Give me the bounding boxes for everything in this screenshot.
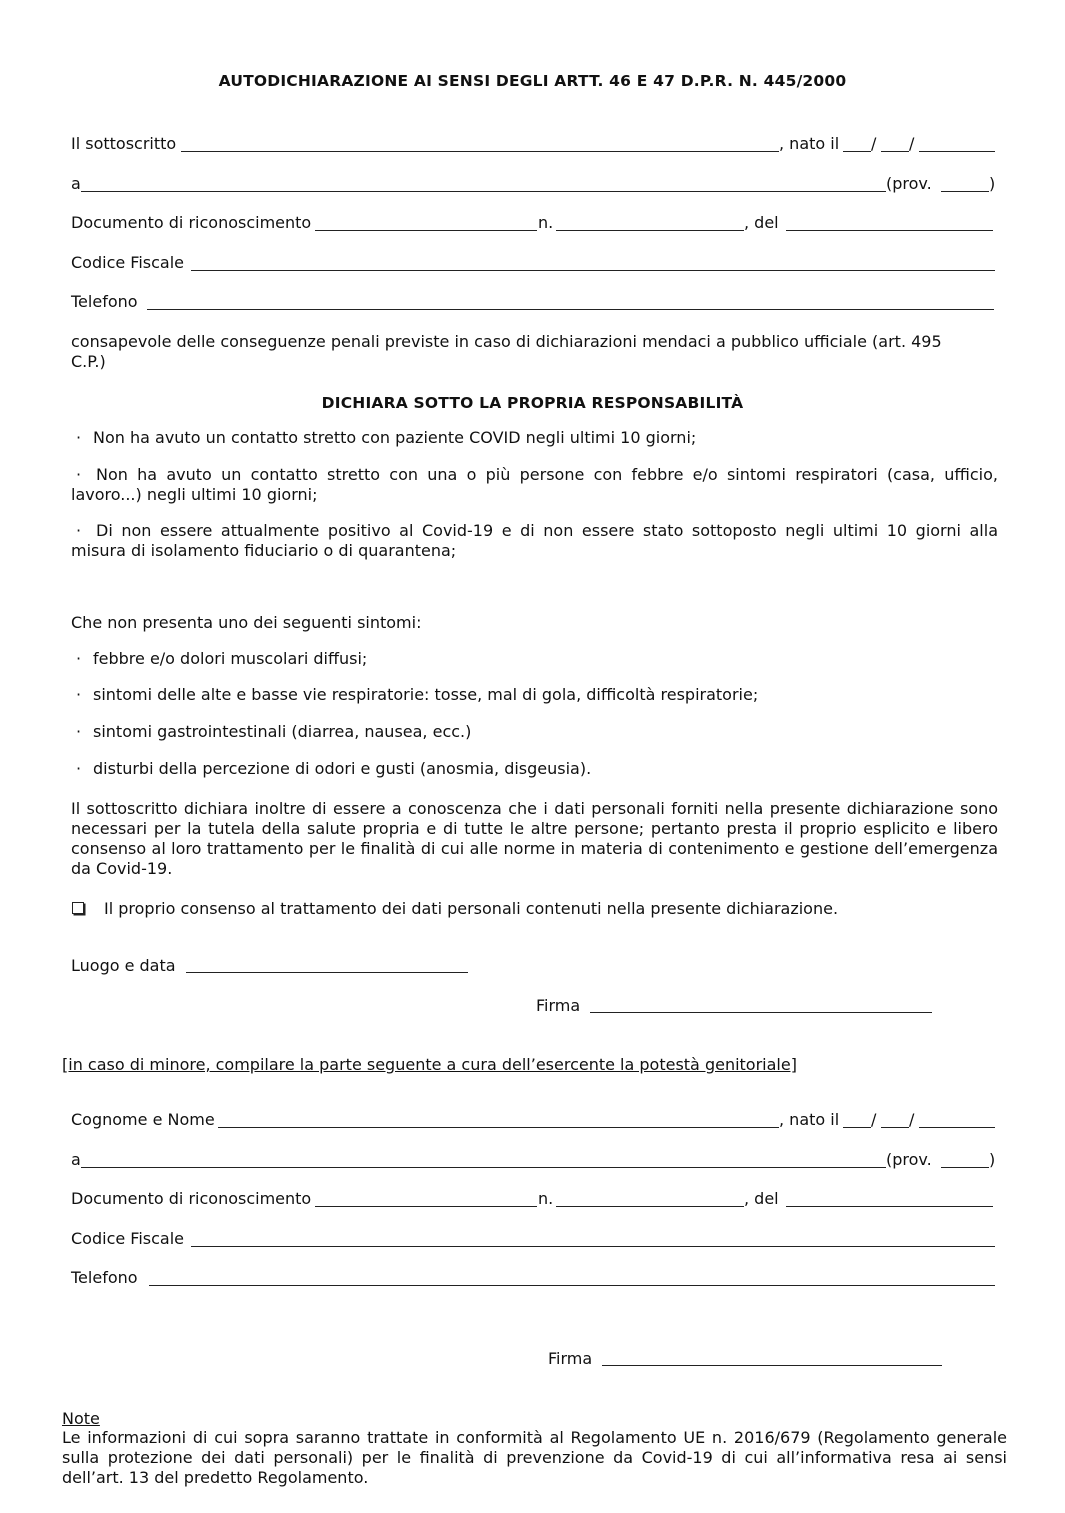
doc-date-label: , del xyxy=(744,1189,779,1208)
doc-number-field[interactable] xyxy=(556,1206,744,1207)
birth-year-field[interactable] xyxy=(919,1127,995,1128)
bullet-icon: · xyxy=(76,428,82,447)
telefono-field[interactable] xyxy=(149,1285,995,1286)
firma-field[interactable] xyxy=(602,1365,942,1366)
prov-label: (prov. xyxy=(886,174,932,193)
doc-number-label: n. xyxy=(538,213,554,232)
date-slash: / xyxy=(871,1110,877,1129)
sottoscritto-label: Il sottoscritto xyxy=(71,134,177,153)
prov-close: ) xyxy=(989,174,996,193)
birthplace-label: a xyxy=(71,174,81,193)
declaration-item: Non ha avuto un contatto stretto con paziente COVID negli ultimi 10 giorni; xyxy=(93,428,697,447)
birth-day-field[interactable] xyxy=(843,1127,871,1128)
note-text: Le informazioni di cui sopra saranno trattate in conformità al Regolamento UE n. 2016/679 (Regolamento generale sulla protezione dei dati personali) per le finalità di prevenzione da Covid-19 di cui all’informativa resa ai sensi dell’art. 13 del predetto Regolamento. xyxy=(62,1428,1007,1487)
firma-label: Firma xyxy=(536,996,581,1015)
page-title: AUTODICHIARAZIONE AI SENSI DEGLI ARTT. 46 E 47 D.P.R. N. 445/2000 xyxy=(218,72,847,90)
consent-checkbox[interactable] xyxy=(72,902,84,914)
prov-close: ) xyxy=(989,1150,996,1169)
sintomo-item: febbre e/o dolori muscolari diffusi; xyxy=(93,649,368,668)
doc-date-field[interactable] xyxy=(786,230,993,231)
documento-label: Documento di riconoscimento xyxy=(71,1189,312,1208)
birth-month-field[interactable] xyxy=(881,151,909,152)
bullet-icon: · xyxy=(76,521,82,540)
dichiara-heading: DICHIARA SOTTO LA PROPRIA RESPONSABILITÀ xyxy=(321,394,744,412)
note-heading: Note xyxy=(62,1409,100,1428)
sintomo-item: sintomi delle alte e basse vie respiratorie: tosse, mal di gola, difficoltà respiratorie; xyxy=(93,685,759,704)
codice-fiscale-field[interactable] xyxy=(191,270,995,271)
doc-date-field[interactable] xyxy=(786,1206,993,1207)
prov-field[interactable] xyxy=(941,1167,989,1168)
bullet-icon: · xyxy=(76,685,82,704)
birth-year-field[interactable] xyxy=(919,151,995,152)
cognome-nome-label: Cognome e Nome xyxy=(71,1110,215,1129)
minore-note: [in caso di minore, compilare la parte seguente a cura dell’esercente la potestà genitoriale] xyxy=(62,1055,797,1074)
birth-month-field[interactable] xyxy=(881,1127,909,1128)
firma-field[interactable] xyxy=(590,1012,932,1013)
luogo-data-field[interactable] xyxy=(186,972,468,973)
documento-field[interactable] xyxy=(315,230,537,231)
codice-fiscale-label: Codice Fiscale xyxy=(71,253,184,272)
bullet-icon: · xyxy=(76,759,82,778)
telefono-field[interactable] xyxy=(147,309,994,310)
birthplace-label: a xyxy=(71,1150,81,1169)
declaration-item: Non ha avuto un contatto stretto con una o più persone con febbre e/o sintomi respiratori (casa, ufficio, lavoro...) negli ultimi 10 giorni; xyxy=(71,465,998,504)
doc-number-label: n. xyxy=(538,1189,554,1208)
documento-label: Documento di riconoscimento xyxy=(71,213,312,232)
date-slash: / xyxy=(909,1110,915,1129)
telefono-label: Telefono xyxy=(71,1268,138,1287)
birth-day-field[interactable] xyxy=(843,151,871,152)
codice-fiscale-field[interactable] xyxy=(191,1246,995,1247)
bullet-icon: · xyxy=(76,649,82,668)
prov-label: (prov. xyxy=(886,1150,932,1169)
sintomi-intro: Che non presenta uno dei seguenti sintomi: xyxy=(71,613,422,632)
nato-label: , nato il xyxy=(779,1110,840,1129)
consent-checkbox-label: Il proprio consenso al trattamento dei dati personali contenuti nella presente dichiarazione. xyxy=(104,899,839,918)
firma-label: Firma xyxy=(548,1349,593,1368)
declaration-item: Di non essere attualmente positivo al Covid-19 e di non essere stato sottoposto negli ultimi 10 giorni alla misura di isolamento fiduciario o di quarantena; xyxy=(71,521,998,560)
date-slash: / xyxy=(909,134,915,153)
bullet-icon: · xyxy=(76,722,82,741)
sintomo-item: disturbi della percezione di odori e gusti (anosmia, disgeusia). xyxy=(93,759,592,778)
date-slash: / xyxy=(871,134,877,153)
codice-fiscale-label: Codice Fiscale xyxy=(71,1229,184,1248)
privacy-paragraph: Il sottoscritto dichiara inoltre di essere a conoscenza che i dati personali forniti nella presente dichiarazione sono necessari per la tutela della salute propria e di tutte le altre persone; pertanto presta il proprio esplicito e libero consenso al loro trattamento per le finalità di cui alle norme in materia di contenimento e gestione dell’emergenza da Covid-19. xyxy=(71,799,998,878)
birthplace-field[interactable] xyxy=(81,1167,886,1168)
prov-field[interactable] xyxy=(941,191,989,192)
doc-date-label: , del xyxy=(744,213,779,232)
telefono-label: Telefono xyxy=(71,292,138,311)
luogo-data-label: Luogo e data xyxy=(71,956,176,975)
consapevole-text: consapevole delle conseguenze penali previste in caso di dichiarazioni mendaci a pubblico ufficiale (art. 495 C.P.) xyxy=(71,332,942,371)
doc-number-field[interactable] xyxy=(556,230,744,231)
sottoscritto-field[interactable] xyxy=(181,151,779,152)
cognome-nome-field[interactable] xyxy=(218,1127,779,1128)
birthplace-field[interactable] xyxy=(81,191,886,192)
documento-field[interactable] xyxy=(315,1206,537,1207)
bullet-icon: · xyxy=(76,465,82,484)
sintomo-item: sintomi gastrointestinali (diarrea, nausea, ecc.) xyxy=(93,722,472,741)
nato-label: , nato il xyxy=(779,134,840,153)
